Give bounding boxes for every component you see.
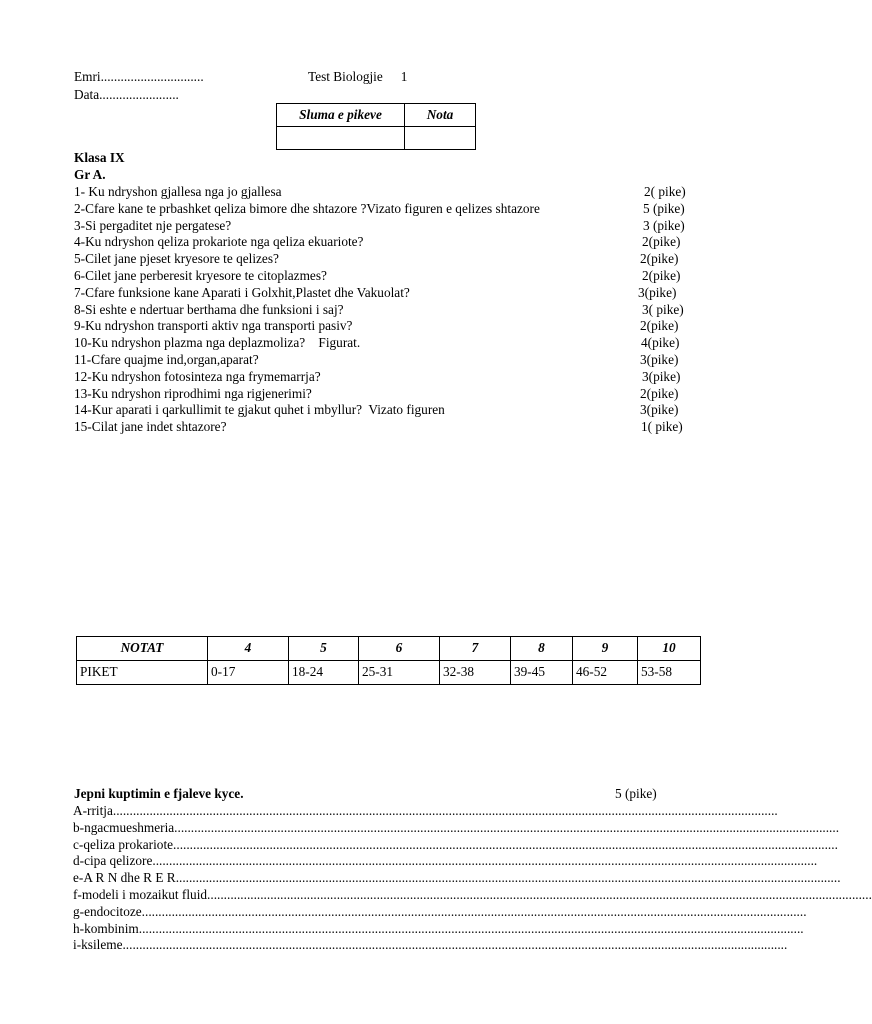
- question-text: 10-Ku ndryshon plazma nga deplazmoliza? Figurat.: [74, 335, 361, 351]
- question-points: 4(pike): [641, 335, 680, 351]
- question-points: 2(pike): [640, 251, 679, 267]
- grade-value: 10: [638, 637, 701, 661]
- points-range: 46-52: [573, 661, 638, 685]
- question-item: [74, 302, 704, 319]
- score-total-cell: [277, 127, 405, 150]
- grade-header-label: NOTAT: [77, 637, 208, 661]
- test-title-text: Test Biologjie: [308, 69, 383, 84]
- grade-value: 5: [289, 637, 359, 661]
- definitions-title: Jepni kuptimin e fjaleve kyce.: [74, 786, 244, 801]
- definitions-points: 5 (pike): [615, 786, 657, 801]
- question-text: 15-Cilat jane indet shtazore?: [74, 419, 227, 435]
- score-grade-cell: [405, 127, 476, 150]
- question-text: 8-Si eshte e ndertuar berthama dhe funksioni i saj?: [74, 301, 344, 317]
- question-text: 12-Ku ndryshon fotosinteza nga frymemarrja?: [74, 368, 321, 384]
- question-item: [74, 251, 704, 268]
- class-label: Klasa IX: [74, 150, 125, 165]
- definition-item: [73, 853, 818, 870]
- question-text: 1- Ku ndryshon gjallesa nga jo gjallesa: [74, 184, 282, 199]
- points-range: 18-24: [289, 661, 359, 685]
- question-text: 13-Ku ndryshon riprodhimi nga rigjenerimi?: [74, 385, 312, 401]
- group-label: Gr A.: [74, 167, 106, 182]
- question-points: 2(pike): [642, 234, 681, 250]
- answer-line: ........................................................................................................................................................................................................: [122, 937, 788, 953]
- question-item: [74, 369, 704, 386]
- question-item: [74, 318, 704, 335]
- points-range: 0-17: [208, 661, 289, 685]
- definition-term: A-rritja: [73, 803, 113, 818]
- question-points: 1( pike): [641, 419, 683, 435]
- question-list: [74, 184, 704, 436]
- definition-term: e-A R N dhe R E R: [73, 870, 176, 886]
- question-item: [74, 335, 704, 352]
- answer-line: ........................................................................................................................................................................................................: [138, 920, 804, 936]
- test-title: [308, 69, 407, 86]
- definition-term: h-kombinim: [73, 920, 139, 936]
- question-text: 6-Cilet jane perberesit kryesore te citoplazmes?: [74, 267, 327, 283]
- points-range: 25-31: [359, 661, 440, 685]
- question-item: [74, 285, 704, 302]
- question-item: [74, 402, 704, 419]
- definition-term: d-cipa qelizore: [73, 853, 153, 869]
- question-text: 11-Cfare quajme ind,organ,aparat?: [74, 351, 259, 367]
- question-text: 3-Si pergaditet nje pergatese?: [74, 217, 232, 233]
- score-total-header: Sluma e pikeve: [277, 104, 405, 127]
- question-points: 2(pike): [640, 318, 679, 334]
- question-item: [74, 386, 704, 403]
- name-field-label: Emri...............................: [74, 69, 204, 84]
- question-item: [74, 234, 704, 251]
- question-points: 2(pike): [640, 385, 679, 401]
- test-number: 1: [400, 69, 408, 84]
- grade-value: 4: [208, 637, 289, 661]
- answer-line: ........................................................................................................................................................................................................: [173, 836, 838, 852]
- grade-value: 8: [511, 637, 573, 661]
- question-text: 14-Kur aparati i qarkullimit te gjakut quhet i mbyllur? Vizato figuren: [74, 402, 445, 418]
- question-item: [74, 184, 704, 201]
- grade-table: [76, 636, 701, 685]
- question-text: 2-Cfare kane te prbashket qeliza bimore dhe shtazore ?Vizato figuren e qelizes shtazore: [74, 200, 540, 216]
- definition-item: [73, 803, 778, 820]
- question-text: 5-Cilet jane pjeset kryesore te qelizes?: [74, 251, 279, 267]
- points-range: 53-58: [638, 661, 701, 685]
- answer-line: ........................................................................................................................................................................................................: [207, 886, 872, 902]
- question-item: [74, 218, 704, 235]
- question-points: 3 (pike): [643, 217, 685, 233]
- question-points: 3(pike): [638, 284, 677, 300]
- answer-line: ........................................................................................................................................................................................................: [141, 903, 807, 919]
- points-range: 32-38: [440, 661, 511, 685]
- question-points: 2(pike): [642, 267, 681, 283]
- definition-term: f-modeli i mozaikut fluid: [73, 886, 208, 902]
- points-range: 39-45: [511, 661, 573, 685]
- grade-value: 6: [359, 637, 440, 661]
- question-text: 9-Ku ndryshon transporti aktiv nga transporti pasiv?: [74, 318, 353, 334]
- definition-term: b-ngacmueshmeria: [73, 819, 175, 835]
- question-points: 3(pike): [640, 351, 679, 367]
- answer-line: ........................................................................................................................................................................................................: [174, 819, 840, 835]
- definition-item: [73, 903, 807, 921]
- score-table: [276, 103, 476, 150]
- definition-term: i-ksileme: [73, 937, 123, 953]
- definition-item: [73, 870, 841, 887]
- definition-item: [73, 886, 872, 904]
- definition-term: g-endocitoze: [73, 903, 142, 919]
- points-row-label: PIKET: [77, 661, 208, 685]
- question-text: 7-Cfare funksione kane Aparati i Golxhit,Plastet dhe Vakuolat?: [74, 284, 410, 300]
- answer-line: ........................................................................................................................................................................................................: [152, 853, 818, 869]
- question-points: 5 (pike): [643, 200, 685, 216]
- definitions-list: [73, 803, 872, 954]
- answer-line: ........................................................................................................................................................................................................: [175, 870, 841, 886]
- question-points: 3( pike): [642, 301, 684, 317]
- question-points: 2( pike): [644, 184, 686, 199]
- question-points: 3(pike): [640, 402, 679, 418]
- answer-line: ........................................................................................................................................................................................................: [112, 803, 778, 818]
- definition-term: c-qeliza prokariote: [73, 836, 174, 852]
- question-text: 4-Ku ndryshon qeliza prokariote nga qeliza ekuariote?: [74, 234, 364, 250]
- definition-item: [73, 937, 788, 954]
- question-item: [74, 201, 704, 218]
- question-item: [74, 352, 704, 369]
- score-grade-header: Nota: [405, 104, 476, 127]
- date-field-label: Data........................: [74, 87, 179, 102]
- grade-value: 9: [573, 637, 638, 661]
- question-points: 3(pike): [642, 368, 681, 384]
- definition-item: [73, 819, 840, 837]
- grade-value: 7: [440, 637, 511, 661]
- question-item: [74, 419, 704, 436]
- definition-item: [73, 836, 838, 854]
- definition-item: [73, 920, 804, 938]
- question-item: [74, 268, 704, 285]
